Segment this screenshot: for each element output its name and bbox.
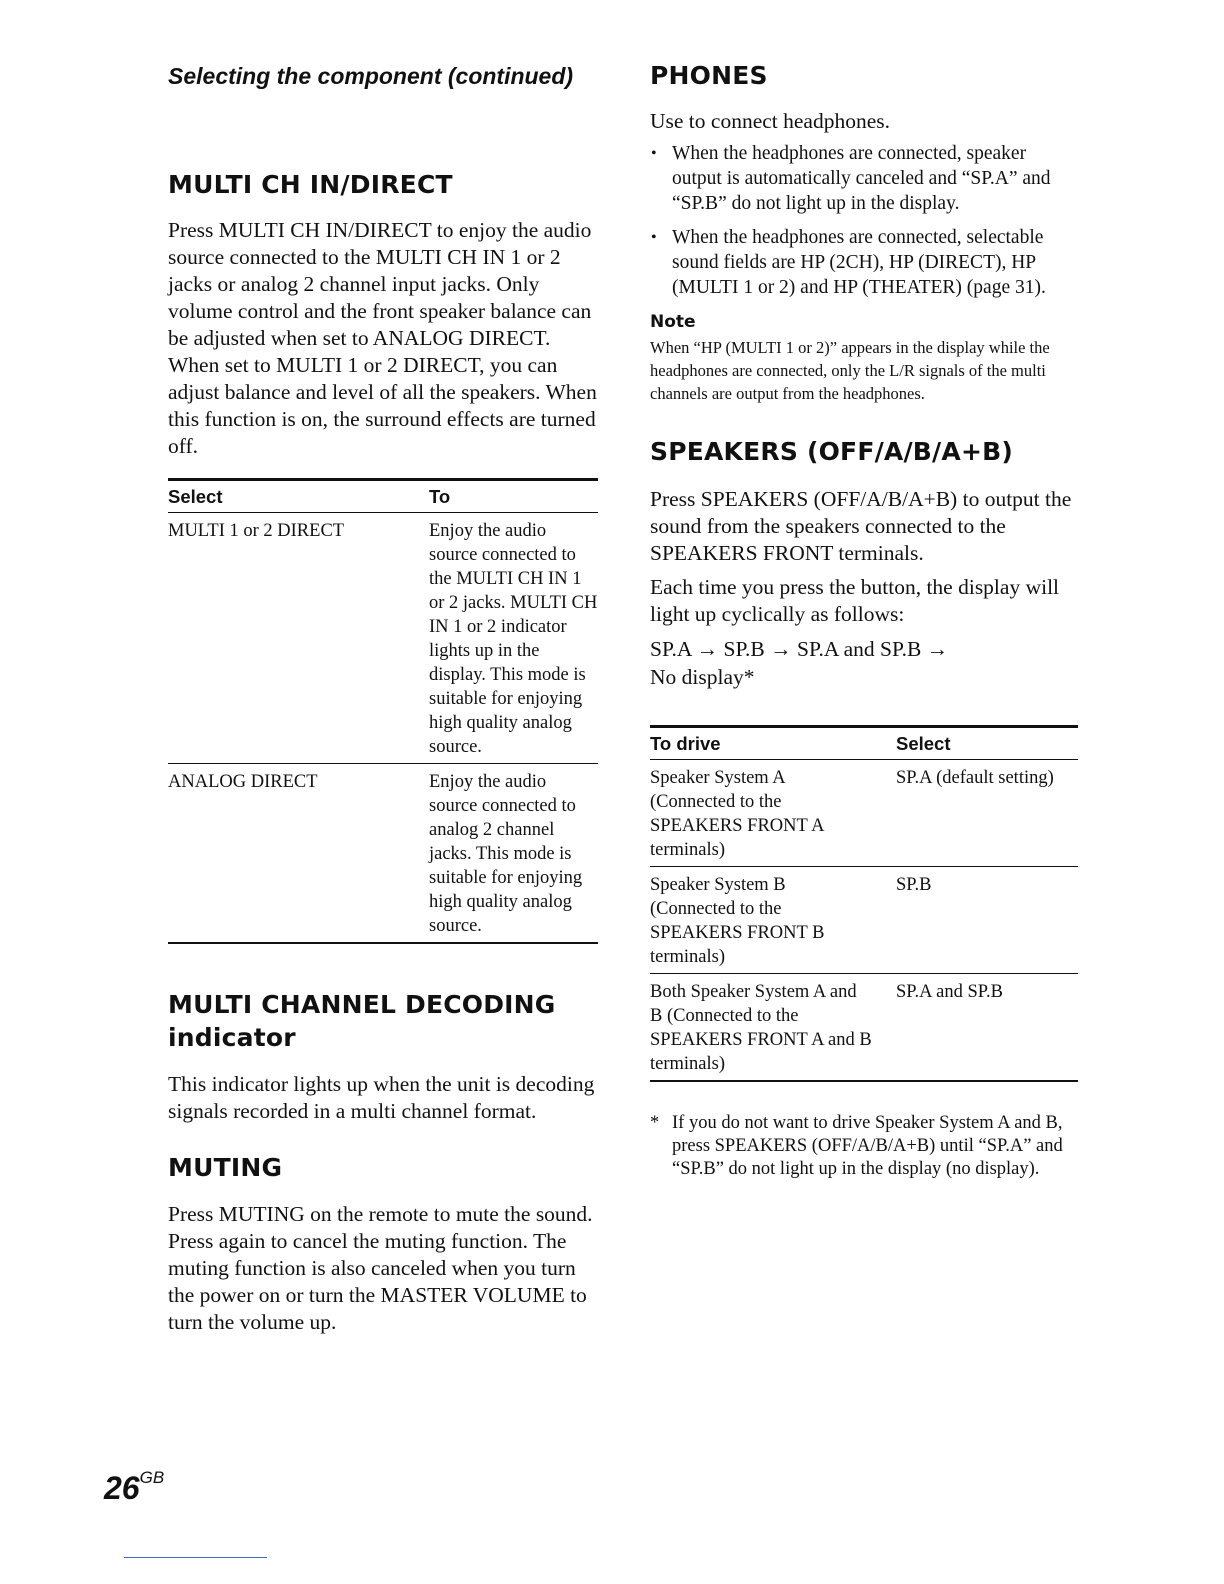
table-header-cell: To drive: [650, 727, 896, 760]
left-column: [168, 56, 598, 1336]
section-heading: PHONES: [650, 61, 768, 90]
section-multi-ch-in-direct: [168, 168, 598, 944]
note-text: When “HP (MULTI 1 or 2)” appears in the display while the headphones are connected, only the L/R signals of the multi channels are output from the headphones.: [650, 338, 1050, 403]
section-heading: SPEAKERS (OFF/A/B/A+B): [650, 437, 1013, 466]
table-cell: MULTI 1 or 2 DIRECT: [168, 513, 429, 764]
page-number: [104, 1470, 164, 1507]
section-body: Press MUTING on the remote to mute the sound. Press again to cancel the muting function. The muting function is also canceled when you turn the power on or turn the MASTER VOLUME to turn the volume up.: [168, 1202, 593, 1334]
section-phones: [650, 59, 1078, 405]
table-header-cell: Select: [896, 727, 1078, 760]
table-row: [650, 974, 1078, 1082]
table-row: [650, 760, 1078, 867]
section-body: Use to connect headphones.: [650, 109, 891, 133]
table-row: [650, 867, 1078, 974]
table-cell: Speaker System B (Connected to the SPEAKERS FRONT B terminals): [650, 867, 896, 974]
select-mode-table: [168, 478, 598, 944]
table-cell: Both Speaker System A and B (Connected to the SPEAKERS FRONT A and B terminals): [650, 974, 896, 1082]
display-sequence: [650, 635, 1078, 691]
section-body: Press MULTI CH IN/DIRECT to enjoy the audio source connected to the MULTI CH IN 1 or 2 jacks or analog 2 channel input jacks. Only volume control and the front speaker balance can be adjusted when set to ANALOG DIRECT. When set to MULTI 1 or 2 DIRECT, you can adjust balance and level of all the speakers. When this function is on, the surround effects are turned off.: [168, 218, 597, 458]
section-body: Press SPEAKERS (OFF/A/B/A+B) to output the sound from the speakers connected to the SPEAKERS FRONT terminals.: [650, 487, 1072, 565]
bullet-icon: •: [651, 229, 657, 246]
footnote-text: If you do not want to drive Speaker System A and B, press SPEAKERS (OFF/A/B/A+B) until “SP.A” and “SP.B” do not light up in the display (no display).: [672, 1113, 1063, 1179]
bullet-icon: •: [651, 145, 657, 162]
table-cell: Speaker System A (Connected to the SPEAKERS FRONT A terminals): [650, 760, 896, 867]
table-cell: Enjoy the audio source connected to the MULTI CH IN 1 or 2 jacks. MULTI CH IN 1 or 2 indicator lights up in the display. This mode is suitable for enjoying high quality analog source.: [429, 513, 598, 764]
page-number-suffix: GB: [139, 1468, 165, 1488]
section-body: Each time you press the button, the display will light up cyclically as follows:: [650, 575, 1060, 626]
running-head: Selecting the component (continued): [168, 63, 574, 89]
table-header-row: [650, 727, 1078, 760]
section-muting: [168, 1151, 598, 1336]
section-heading: MUTING: [168, 1153, 283, 1182]
footnote: [650, 1112, 1078, 1181]
table-cell: SP.B: [896, 867, 1078, 974]
table-cell: SP.A and SP.B: [896, 974, 1078, 1082]
bullet-list: [650, 141, 1078, 300]
table-row: [168, 513, 598, 764]
list-item-text: When the headphones are connected, selectable sound fields are HP (2CH), HP (DIRECT), HP (MULTI 1 or 2) and HP (THEATER) (page 31).: [672, 227, 1046, 298]
table-cell: Enjoy the audio source connected to analog 2 channel jacks. This mode is suitable for enjoying high quality analog source.: [429, 764, 598, 944]
table-header-cell: To: [429, 480, 598, 513]
speaker-select-table: [650, 725, 1078, 1082]
footnote-mark: *: [650, 1113, 660, 1133]
table-header-cell: Select: [168, 480, 429, 513]
section-multi-channel-decoding: [168, 988, 598, 1125]
footer-rule: [124, 1557, 267, 1558]
page-number-value: 26: [104, 1470, 140, 1506]
section-heading: MULTI CHANNEL DECODING indicator: [168, 990, 556, 1052]
right-column: [650, 56, 1078, 1181]
section-heading: MULTI CH IN/DIRECT: [168, 170, 453, 199]
sequence-line: No display*: [650, 665, 755, 689]
table-cell: ANALOG DIRECT: [168, 764, 429, 944]
section-body: This indicator lights up when the unit is decoding signals recorded in a multi channel format.: [168, 1072, 595, 1123]
table-header-row: [168, 480, 598, 513]
list-item: [650, 225, 1078, 300]
list-item: [650, 141, 1078, 216]
sequence-line: SP.A → SP.B → SP.A and SP.B →: [650, 637, 949, 661]
table-row: [168, 764, 598, 944]
list-item-text: When the headphones are connected, speaker output is automatically canceled and “SP.A” and “SP.B” do not light up in the display.: [672, 143, 1051, 214]
table-cell: SP.A (default setting): [896, 760, 1078, 867]
section-speakers: [650, 435, 1078, 1181]
note-heading: Note: [650, 312, 696, 332]
